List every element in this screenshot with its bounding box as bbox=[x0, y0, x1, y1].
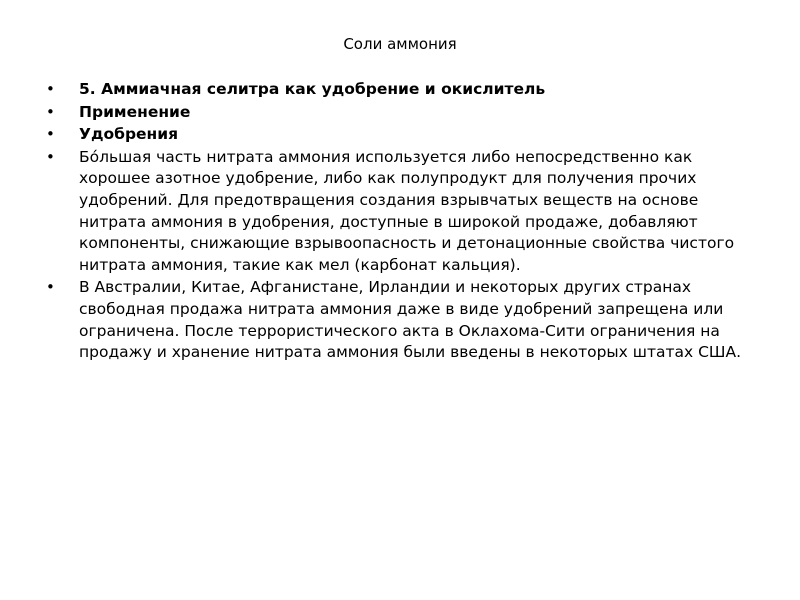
slide-title: Соли аммония bbox=[343, 35, 457, 53]
bullet-icon: • bbox=[46, 80, 55, 98]
bullet-item-fertilizer-usage bbox=[46, 147, 756, 277]
bullet-text: Применение bbox=[79, 102, 191, 121]
bullet-icon: • bbox=[46, 102, 55, 121]
bullet-text: В Австралии, Китае, Афганистане, Ирландии и некоторых других странах свободная продажа нитрата аммония даже в виде удобрений запрещена или ограничена. После террористического акта в Оклахома-Сити ограничения на продажу и хранение нитрата аммония были введены в некоторых штатах США. bbox=[79, 278, 742, 362]
bullet-icon: • bbox=[46, 147, 55, 166]
bullet-icon: • bbox=[46, 125, 55, 144]
bullet-item-application bbox=[46, 102, 756, 124]
bullet-icon: • bbox=[46, 278, 55, 297]
bullet-list bbox=[46, 79, 756, 365]
bullet-text: 5. Аммиачная селитра как удобрение и окислитель bbox=[79, 80, 546, 98]
bullet-item-heading bbox=[46, 79, 756, 101]
bullet-item-fertilizers bbox=[46, 124, 756, 146]
bullet-text: Бóльшая часть нитрата аммония используется либо непосредственно как хорошее азотное удобрение, либо как полупродукт для получения прочих удобрений. Для предотвращения создания взрывчатых веществ на основе нитрата аммония в удобрения, доступные в широкой продаже, добавляют компоненты, снижающие взрывоопасность и детонационные свойства чистого нитрата аммония, такие как мел (карбонат кальция). bbox=[79, 147, 735, 274]
bullet-item-sales-restrictions bbox=[46, 277, 756, 363]
bullet-text: Удобрения bbox=[79, 125, 179, 144]
